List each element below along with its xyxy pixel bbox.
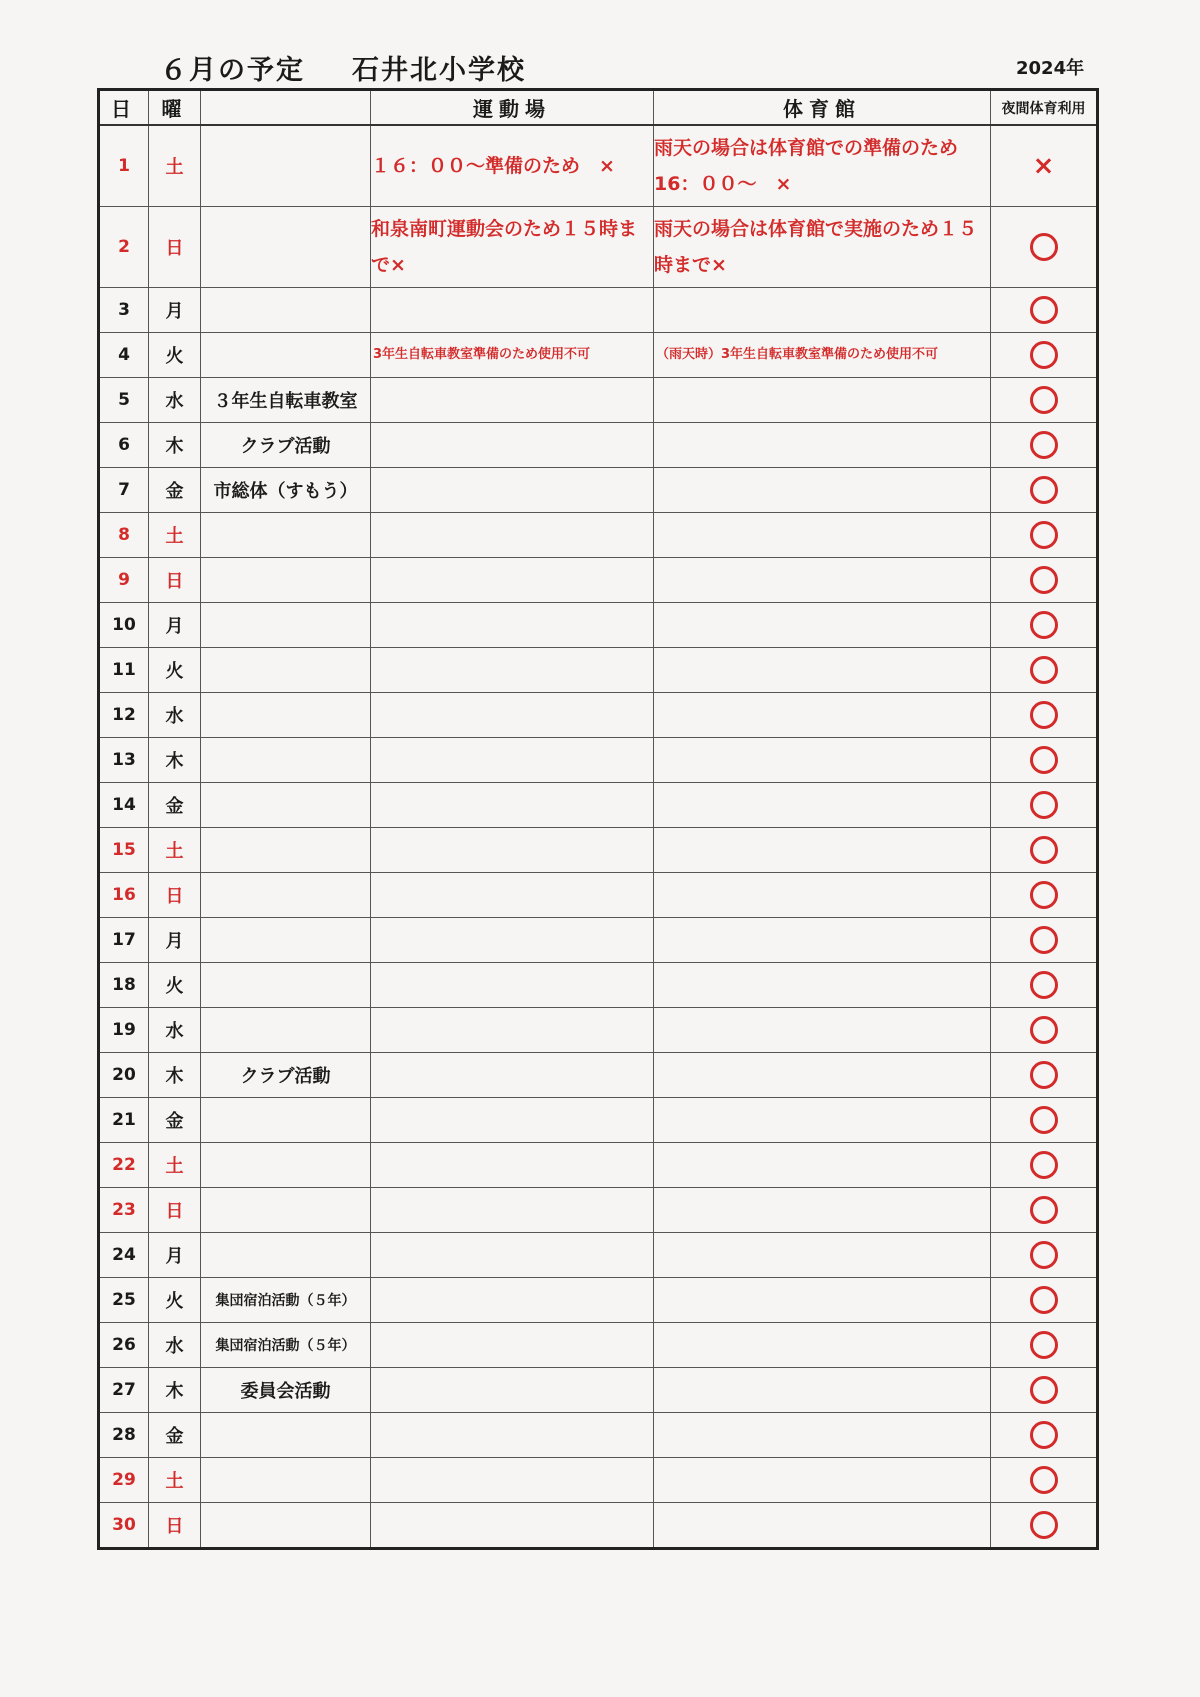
ground-note	[371, 468, 654, 513]
day-number: 3	[99, 288, 149, 333]
table-row	[99, 558, 1098, 603]
weekday: 木	[149, 1053, 201, 1098]
ground-note	[371, 1098, 654, 1143]
col-header-event	[201, 90, 371, 126]
night-gym-mark	[991, 738, 1098, 783]
gym-note: （雨天時）3年生自転車教室準備のため使用不可	[654, 333, 991, 378]
school-name: 石井北小学校	[352, 55, 526, 86]
table-row	[99, 873, 1098, 918]
weekday: 火	[149, 333, 201, 378]
table-row	[99, 918, 1098, 963]
day-number: 4	[99, 333, 149, 378]
night-gym-mark	[991, 558, 1098, 603]
day-number: 24	[99, 1233, 149, 1278]
ground-note	[371, 828, 654, 873]
day-number: 19	[99, 1008, 149, 1053]
event-cell: ３年生自転車教室	[201, 378, 371, 423]
day-number: 20	[99, 1053, 149, 1098]
day-number: 11	[99, 648, 149, 693]
table-row	[99, 1503, 1098, 1549]
table-row	[99, 1458, 1098, 1503]
col-header-night-gym: 夜間体育利用	[991, 90, 1098, 126]
gym-note	[654, 1143, 991, 1188]
ground-note	[371, 783, 654, 828]
circle-mark-icon	[1030, 1376, 1058, 1404]
day-number: 25	[99, 1278, 149, 1323]
circle-mark-icon	[1030, 1061, 1058, 1089]
ground-note: 3年生自転車教室準備のため使用不可	[371, 333, 654, 378]
table-row	[99, 378, 1098, 423]
day-number: 1	[99, 125, 149, 207]
table-row	[99, 1413, 1098, 1458]
night-gym-mark	[991, 1278, 1098, 1323]
gym-note	[654, 603, 991, 648]
night-gym-mark	[991, 963, 1098, 1008]
gym-note	[654, 468, 991, 513]
day-number: 17	[99, 918, 149, 963]
day-number: 26	[99, 1323, 149, 1368]
ground-note: 和泉南町運動会のため１５時まで×	[371, 207, 654, 288]
ground-note	[371, 1323, 654, 1368]
event-cell: 集団宿泊活動（５年）	[201, 1278, 371, 1323]
event-cell: 委員会活動	[201, 1368, 371, 1413]
gym-note	[654, 558, 991, 603]
table-row	[99, 207, 1098, 288]
gym-note	[654, 513, 991, 558]
gym-note	[654, 1323, 991, 1368]
event-cell	[201, 873, 371, 918]
gym-note	[654, 1008, 991, 1053]
table-row	[99, 513, 1098, 558]
table-row	[99, 1008, 1098, 1053]
event-cell: 市総体（すもう）	[201, 468, 371, 513]
night-gym-mark	[991, 1008, 1098, 1053]
event-cell	[201, 125, 371, 207]
night-gym-mark	[991, 1143, 1098, 1188]
weekday: 月	[149, 918, 201, 963]
weekday: 日	[149, 1188, 201, 1233]
circle-mark-icon	[1030, 1511, 1058, 1539]
night-gym-mark	[991, 783, 1098, 828]
night-gym-mark	[991, 513, 1098, 558]
event-cell	[201, 333, 371, 378]
weekday: 金	[149, 1098, 201, 1143]
table-row	[99, 693, 1098, 738]
month-title: ６月の予定	[160, 55, 305, 86]
circle-mark-icon	[1030, 701, 1058, 729]
day-number: 29	[99, 1458, 149, 1503]
gym-note	[654, 918, 991, 963]
circle-mark-icon	[1030, 791, 1058, 819]
gym-note	[654, 873, 991, 918]
ground-note	[371, 1503, 654, 1549]
ground-note	[371, 1413, 654, 1458]
weekday: 日	[149, 1503, 201, 1549]
day-number: 27	[99, 1368, 149, 1413]
gym-note	[654, 1278, 991, 1323]
weekday: 月	[149, 1233, 201, 1278]
ground-note: １６：００～準備のため ×	[371, 125, 654, 207]
circle-mark-icon	[1030, 1196, 1058, 1224]
gym-note	[654, 423, 991, 468]
event-cell	[201, 1458, 371, 1503]
weekday: 木	[149, 738, 201, 783]
weekday: 金	[149, 783, 201, 828]
table-row	[99, 1053, 1098, 1098]
table-row	[99, 1278, 1098, 1323]
table-row	[99, 468, 1098, 513]
ground-note	[371, 423, 654, 468]
ground-note	[371, 963, 654, 1008]
weekday: 日	[149, 558, 201, 603]
night-gym-mark	[991, 873, 1098, 918]
gym-note	[654, 288, 991, 333]
gym-note	[654, 1053, 991, 1098]
col-header-gym: 体育館	[654, 90, 991, 126]
ground-note	[371, 738, 654, 783]
night-gym-mark	[991, 918, 1098, 963]
gym-note	[654, 963, 991, 1008]
weekday: 金	[149, 1413, 201, 1458]
col-header-ground: 運動場	[371, 90, 654, 126]
weekday: 水	[149, 378, 201, 423]
schedule-body	[99, 125, 1098, 1549]
circle-mark-icon	[1030, 431, 1058, 459]
year-label: 2024年	[1016, 58, 1085, 79]
weekday: 水	[149, 1008, 201, 1053]
table-row	[99, 1323, 1098, 1368]
gym-note: 雨天の場合は体育館で実施のため１５時まで×	[654, 207, 991, 288]
event-cell	[201, 558, 371, 603]
event-cell: 集団宿泊活動（５年）	[201, 1323, 371, 1368]
circle-mark-icon	[1030, 1241, 1058, 1269]
night-gym-mark	[991, 603, 1098, 648]
weekday: 土	[149, 1143, 201, 1188]
col-header-weekday: 曜	[149, 90, 201, 126]
weekday: 水	[149, 693, 201, 738]
day-number: 16	[99, 873, 149, 918]
weekday: 土	[149, 1458, 201, 1503]
night-gym-mark	[991, 1098, 1098, 1143]
gym-note	[654, 378, 991, 423]
table-row	[99, 1233, 1098, 1278]
day-number: 10	[99, 603, 149, 648]
night-gym-mark	[991, 423, 1098, 468]
circle-mark-icon	[1030, 341, 1058, 369]
table-row	[99, 738, 1098, 783]
circle-mark-icon	[1030, 611, 1058, 639]
event-cell	[201, 648, 371, 693]
col-header-day: 日	[99, 90, 149, 126]
circle-mark-icon	[1030, 971, 1058, 999]
event-cell: クラブ活動	[201, 1053, 371, 1098]
circle-mark-icon	[1030, 926, 1058, 954]
night-gym-mark	[991, 1368, 1098, 1413]
table-row	[99, 1368, 1098, 1413]
circle-mark-icon	[1030, 881, 1058, 909]
day-number: 22	[99, 1143, 149, 1188]
event-cell	[201, 1188, 371, 1233]
night-gym-mark	[991, 1413, 1098, 1458]
day-number: 28	[99, 1413, 149, 1458]
event-cell	[201, 828, 371, 873]
event-cell	[201, 288, 371, 333]
ground-note	[371, 1008, 654, 1053]
ground-note	[371, 1458, 654, 1503]
day-number: 15	[99, 828, 149, 873]
night-gym-mark	[991, 125, 1098, 207]
cross-mark-icon: ×	[1032, 151, 1055, 181]
table-row	[99, 783, 1098, 828]
weekday: 火	[149, 963, 201, 1008]
circle-mark-icon	[1030, 836, 1058, 864]
gym-note	[654, 1368, 991, 1413]
event-cell	[201, 513, 371, 558]
table-row	[99, 963, 1098, 1008]
event-cell	[201, 207, 371, 288]
circle-mark-icon	[1030, 1466, 1058, 1494]
ground-note	[371, 1143, 654, 1188]
ground-note	[371, 1053, 654, 1098]
day-number: 23	[99, 1188, 149, 1233]
night-gym-mark	[991, 288, 1098, 333]
event-cell	[201, 738, 371, 783]
weekday: 土	[149, 513, 201, 558]
ground-note	[371, 288, 654, 333]
event-cell	[201, 1098, 371, 1143]
weekday: 月	[149, 288, 201, 333]
ground-note	[371, 918, 654, 963]
weekday: 金	[149, 468, 201, 513]
page-header	[0, 0, 1200, 88]
night-gym-mark	[991, 333, 1098, 378]
circle-mark-icon	[1030, 521, 1058, 549]
event-cell	[201, 1503, 371, 1549]
night-gym-mark	[991, 1188, 1098, 1233]
weekday: 火	[149, 1278, 201, 1323]
gym-note	[654, 828, 991, 873]
day-number: 21	[99, 1098, 149, 1143]
event-cell: クラブ活動	[201, 423, 371, 468]
day-number: 9	[99, 558, 149, 603]
day-number: 12	[99, 693, 149, 738]
day-number: 8	[99, 513, 149, 558]
ground-note	[371, 558, 654, 603]
ground-note	[371, 693, 654, 738]
day-number: 13	[99, 738, 149, 783]
ground-note	[371, 1233, 654, 1278]
table-row	[99, 1143, 1098, 1188]
table-row	[99, 648, 1098, 693]
gym-note	[654, 738, 991, 783]
event-cell	[201, 1008, 371, 1053]
event-cell	[201, 1233, 371, 1278]
night-gym-mark	[991, 693, 1098, 738]
table-row	[99, 1188, 1098, 1233]
night-gym-mark	[991, 1503, 1098, 1549]
day-number: 5	[99, 378, 149, 423]
ground-note	[371, 648, 654, 693]
circle-mark-icon	[1030, 1286, 1058, 1314]
gym-note	[654, 693, 991, 738]
weekday: 月	[149, 603, 201, 648]
ground-note	[371, 1368, 654, 1413]
event-cell	[201, 1143, 371, 1188]
gym-note	[654, 1233, 991, 1278]
table-row	[99, 288, 1098, 333]
table-row	[99, 603, 1098, 648]
weekday: 水	[149, 1323, 201, 1368]
day-number: 6	[99, 423, 149, 468]
weekday: 火	[149, 648, 201, 693]
event-cell	[201, 603, 371, 648]
ground-note	[371, 603, 654, 648]
ground-note	[371, 873, 654, 918]
weekday: 日	[149, 873, 201, 918]
day-number: 18	[99, 963, 149, 1008]
night-gym-mark	[991, 828, 1098, 873]
table-row	[99, 333, 1098, 378]
night-gym-mark	[991, 1323, 1098, 1368]
weekday: 木	[149, 423, 201, 468]
circle-mark-icon	[1030, 1016, 1058, 1044]
table-row	[99, 828, 1098, 873]
schedule-table	[97, 88, 1099, 1550]
table-header-row	[99, 90, 1098, 126]
circle-mark-icon	[1030, 476, 1058, 504]
gym-note	[654, 1098, 991, 1143]
event-cell	[201, 693, 371, 738]
circle-mark-icon	[1030, 1421, 1058, 1449]
circle-mark-icon	[1030, 1331, 1058, 1359]
circle-mark-icon	[1030, 233, 1058, 261]
table-row	[99, 125, 1098, 207]
weekday: 土	[149, 828, 201, 873]
night-gym-mark	[991, 378, 1098, 423]
circle-mark-icon	[1030, 1106, 1058, 1134]
gym-note	[654, 1413, 991, 1458]
night-gym-mark	[991, 648, 1098, 693]
gym-note	[654, 1503, 991, 1549]
gym-note	[654, 783, 991, 828]
day-number: 7	[99, 468, 149, 513]
gym-note: 雨天の場合は体育館での準備のため16：００～ ×	[654, 125, 991, 207]
day-number: 30	[99, 1503, 149, 1549]
gym-note	[654, 1188, 991, 1233]
ground-note	[371, 513, 654, 558]
circle-mark-icon	[1030, 656, 1058, 684]
weekday: 木	[149, 1368, 201, 1413]
night-gym-mark	[991, 468, 1098, 513]
day-number: 14	[99, 783, 149, 828]
circle-mark-icon	[1030, 386, 1058, 414]
event-cell	[201, 963, 371, 1008]
circle-mark-icon	[1030, 1151, 1058, 1179]
night-gym-mark	[991, 1233, 1098, 1278]
night-gym-mark	[991, 1053, 1098, 1098]
table-row	[99, 423, 1098, 468]
event-cell	[201, 1413, 371, 1458]
circle-mark-icon	[1030, 296, 1058, 324]
night-gym-mark	[991, 1458, 1098, 1503]
table-row	[99, 1098, 1098, 1143]
event-cell	[201, 918, 371, 963]
day-number: 2	[99, 207, 149, 288]
night-gym-mark	[991, 207, 1098, 288]
ground-note	[371, 1278, 654, 1323]
circle-mark-icon	[1030, 566, 1058, 594]
gym-note	[654, 1458, 991, 1503]
weekday: 日	[149, 207, 201, 288]
ground-note	[371, 1188, 654, 1233]
gym-note	[654, 648, 991, 693]
event-cell	[201, 783, 371, 828]
ground-note	[371, 378, 654, 423]
circle-mark-icon	[1030, 746, 1058, 774]
weekday: 土	[149, 125, 201, 207]
